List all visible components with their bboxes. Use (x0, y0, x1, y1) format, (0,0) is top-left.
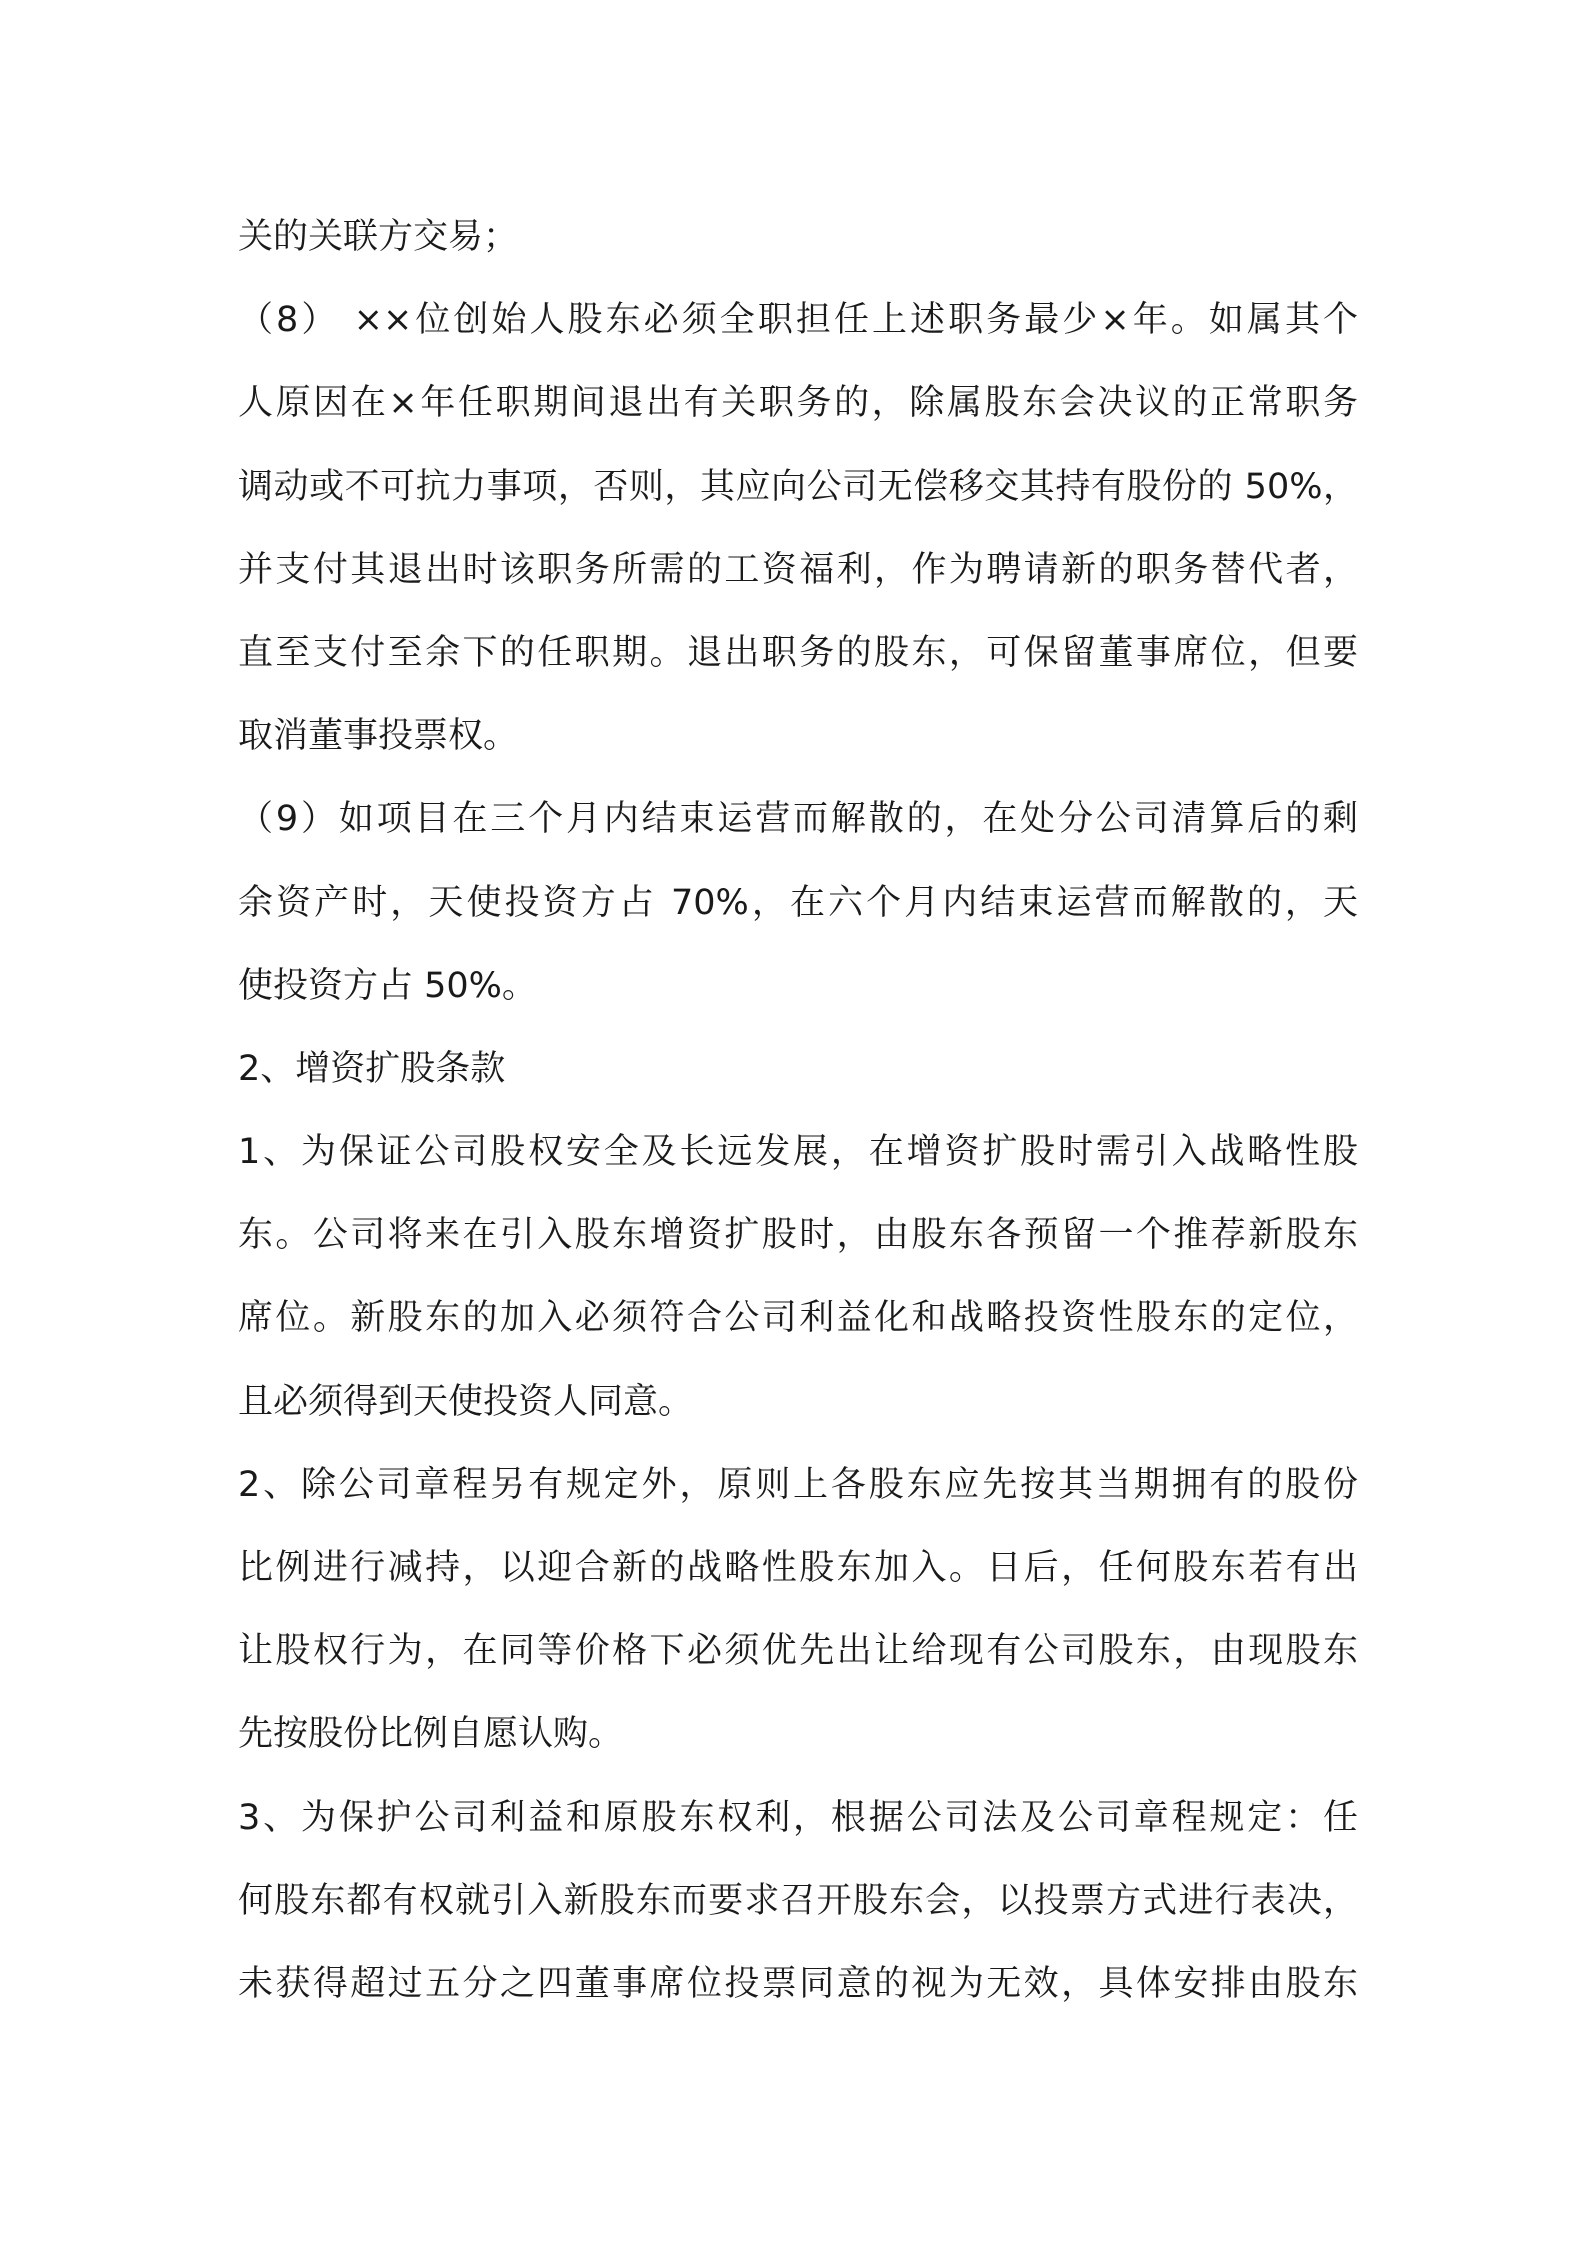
text-line: （9）如项目在三个月内结束运营而解散的，在处分公司清算后的剩 (238, 799, 1358, 840)
text-line: 直至支付至余下的任职期。退出职务的股东，可保留董事席位，但要 (238, 632, 1358, 673)
text-line: 人原因在×年任职期间退出有关职务的，除属股东会决议的正常职务 (238, 383, 1358, 424)
text-line: 未获得超过五分之四董事席位投票同意的视为无效，具体安排由股东 (238, 1963, 1358, 2004)
text-line: 并支付其退出时该职务所需的工资福利，作为聘请新的职务替代者， (238, 549, 1358, 590)
text-line: 让股权行为，在同等价格下必须优先出让给现有公司股东，由现股东 (238, 1631, 1358, 1672)
text-line: 1、为保证公司股权安全及长远发展，在增资扩股时需引入战略性股 (238, 1132, 1358, 1173)
text-line: 取消董事投票权。 (238, 716, 519, 757)
text-line: 调动或不可抗力事项，否则，其应向公司无偿移交其持有股份的 50%， (238, 466, 1358, 507)
text-line: 3、为保护公司利益和原股东权利，根据公司法及公司章程规定：任 (238, 1797, 1358, 1838)
text-line: 且必须得到天使投资人同意。 (238, 1381, 694, 1422)
text-line: （8） ××位创始人股东必须全职担任上述职务最少×年。如属其个 (238, 300, 1358, 341)
text-line: 2、除公司章程另有规定外，原则上各股东应先按其当期拥有的股份 (238, 1464, 1358, 1505)
text-line: 何股东都有权就引入新股东而要求召开股东会，以投票方式进行表决， (238, 1880, 1358, 1921)
text-line: 比例进行减持，以迎合新的战略性股东加入。日后，任何股东若有出 (238, 1548, 1358, 1588)
text-line: 余资产时，天使投资方占 70%，在六个月内结束运营而解散的，天 (238, 882, 1358, 923)
text-line: 东。公司将来在引入股东增资扩股时，由股东各预留一个推荐新股东 (238, 1215, 1358, 1256)
document-body (238, 196, 1358, 2026)
text-line: 关的关联方交易； (238, 217, 519, 257)
text-line: 使投资方占 50%。 (238, 965, 537, 1006)
section-heading: 2、增资扩股条款 (238, 1048, 506, 1089)
text-line: 席位。新股东的加入必须符合公司利益化和战略投资性股东的定位， (238, 1298, 1358, 1339)
text-line: 先按股份比例自愿认购。 (238, 1714, 624, 1755)
